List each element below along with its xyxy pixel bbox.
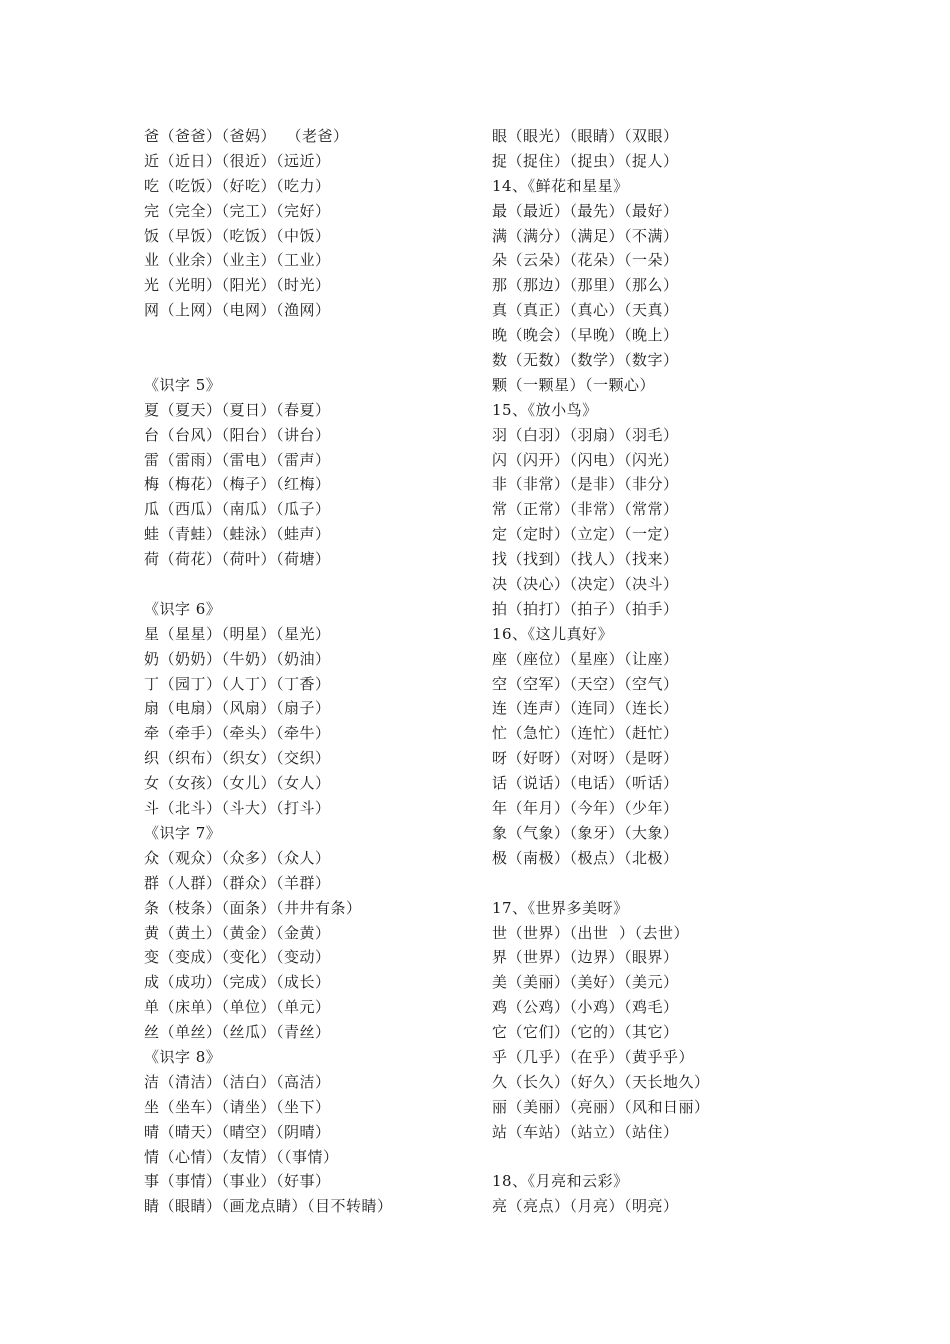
word-entry: 洁（清洁）（洁白）（高洁）: [144, 1072, 331, 1091]
lesson-heading: 《识字 7》: [144, 823, 222, 842]
word-entry: 晚（晚会）（早晚）（晚上）: [492, 326, 679, 345]
lesson-heading: 《识字 8》: [144, 1047, 222, 1066]
word-entry: 丝（单丝）（丝瓜）（青丝）: [144, 1023, 331, 1042]
word-entry: 斗（北斗）（斗大）（打斗）: [144, 799, 331, 818]
word-entry: 久（长久）（好久）（天长地久）: [492, 1072, 710, 1091]
word-entry: 爸（爸爸）（爸妈） （老爸）: [144, 127, 349, 145]
lesson-heading: 15、《放小鸟》: [492, 400, 598, 419]
word-entry: 亮（亮点）（月亮）（明亮）: [492, 1197, 679, 1216]
word-entry: 世（世界）（出世 ）（去世）: [492, 923, 690, 942]
word-entry: 条（枝条）（面条）（井井有条）: [144, 898, 362, 917]
word-entry: 象（气象）（象牙）（大象）: [492, 823, 679, 842]
word-entry: 台（台风）（阳台）（讲台）: [144, 425, 331, 444]
word-entry: 众（观众）（众多）（众人）: [144, 848, 331, 867]
word-entry: 女（女孩）（女儿）（女人）: [144, 774, 331, 793]
word-entry: 乎（几乎）（在乎）（黄乎乎）: [492, 1047, 695, 1066]
word-entry: 连（连声）（连同）（连长）: [492, 699, 679, 718]
lesson-heading: 18、《月亮和云彩》: [492, 1172, 629, 1191]
word-entry: 它（它们）（它的）（其它）: [492, 1023, 679, 1042]
word-entry: 饭（早饭）（吃饭）（中饭）: [144, 226, 331, 245]
word-entry: 捉（捉住）（捉虫）（捉人）: [492, 151, 679, 170]
word-entry: 呀（好呀）（对呀）（是呀）: [492, 749, 679, 768]
word-entry: 决（决心）（决定）（决斗）: [492, 575, 679, 594]
word-entry: 话（说话）（电话）（听话）: [492, 774, 679, 793]
word-entry: 极（南极）（极点）（北极）: [492, 848, 679, 867]
lesson-heading: 14、《鲜花和星星》: [492, 176, 629, 195]
word-entry: 羽（白羽）（羽扇）（羽毛）: [492, 425, 679, 444]
word-entry: 雷（雷雨）（雷电）（雷声）: [144, 450, 331, 469]
word-entry: 事（事情）（事业）（好事）: [144, 1172, 331, 1191]
word-entry: 定（定时）（立定）（一定）: [492, 525, 679, 544]
word-entry: 那（那边）（那里）（那么）: [492, 276, 679, 295]
lesson-heading: 17、《世界多美呀》: [492, 898, 629, 917]
word-entry: 拍（拍打）（拍子）（拍手）: [492, 599, 679, 618]
word-entry: 空（空军）（天空）（空气）: [492, 674, 679, 693]
word-entry: 睛（眼睛）（画龙点睛）（目不转睛）: [144, 1197, 393, 1216]
word-entry: 数（无数）（数学）（数字）: [492, 351, 679, 370]
word-entry: 真（真正）（真心）（天真）: [492, 301, 679, 320]
word-entry: 忙（急忙）（连忙）（赶忙）: [492, 724, 679, 743]
word-entry: 坐（坐车）（请坐）（坐下）: [144, 1097, 331, 1116]
word-entry: 美（美丽）（美好）（美元）: [492, 973, 679, 992]
blank-line: [144, 348, 474, 373]
word-entry: 蛙（青蛙）（蛙泳）（蛙声）: [144, 525, 331, 544]
word-entry: 朵（云朵）（花朵）（一朵）: [492, 251, 679, 270]
word-entry: 最（最近）（最先）（最好）: [492, 201, 679, 220]
word-entry: 眼（眼光）（眼睛）（双眼）: [492, 127, 679, 145]
word-entry: 梅（梅花）（梅子）（红梅）: [144, 475, 331, 494]
word-entry: 完（完全）（完工）（完好）: [144, 201, 331, 220]
word-entry: 满（满分）（满足）（不满）: [492, 226, 679, 245]
word-entry: 座（座位）（星座）（让座）: [492, 649, 679, 668]
word-entry: 扇（电扇）（风扇）（扇子）: [144, 699, 331, 718]
right-word-column: [492, 124, 822, 1219]
word-entry: 成（成功）（完成）（成长）: [144, 973, 331, 992]
blank-line: [492, 871, 822, 896]
left-word-column: [144, 124, 474, 1219]
word-entry: 年（年月）（今年）（少年）: [492, 799, 679, 818]
blank-line: [144, 572, 474, 597]
word-entry: 丽（美丽）（亮丽）（风和日丽）: [492, 1097, 710, 1116]
word-entry: 鸡（公鸡）（小鸡）（鸡毛）: [492, 998, 679, 1017]
lesson-heading: 16、《这儿真好》: [492, 624, 614, 643]
word-entry: 非（非常）（是非）（非分）: [492, 475, 679, 494]
word-entry: 黄（黄土）（黄金）（金黄）: [144, 923, 331, 942]
word-entry: 近（近日）（很近）（远近）: [144, 151, 331, 170]
word-entry: 荷（荷花）（荷叶）（荷塘）: [144, 550, 331, 569]
word-entry: 常（正常）（非常）（常常）: [492, 500, 679, 519]
word-entry: 闪（闪开）（闪电）（闪光）: [492, 450, 679, 469]
word-entry: 瓜（西瓜）（南瓜）（瓜子）: [144, 500, 331, 519]
word-entry: 单（床单）（单位）（单元）: [144, 998, 331, 1017]
word-entry: 界（世界）（边界）（眼界）: [492, 948, 679, 967]
word-entry: 吃（吃饭）（好吃）（吃力）: [144, 176, 331, 195]
word-entry: 晴（晴天）（晴空）（阴晴）: [144, 1122, 331, 1141]
word-entry: 网（上网）（电网）（渔网）: [144, 301, 331, 320]
blank-line: [492, 1145, 822, 1170]
lesson-heading: 《识字 5》: [144, 375, 222, 394]
word-entry: 变（变成）（变化）（变动）: [144, 948, 331, 967]
word-entry: 星（星星）（明星）（星光）: [144, 624, 331, 643]
word-entry: 颗（一颗星）（一颗心）: [492, 375, 656, 394]
word-entry: 奶（奶奶）（牛奶）（奶油）: [144, 649, 331, 668]
word-entry: 织（织布）（织女）（交织）: [144, 749, 331, 768]
word-entry: 丁（园丁）（人丁）（丁香）: [144, 674, 331, 693]
word-entry: 牵（牵手）（牵头）（牵牛）: [144, 724, 331, 743]
lesson-heading: 《识字 6》: [144, 599, 222, 618]
word-entry: 情（心情）（友情）（（事情）: [144, 1147, 339, 1166]
word-entry: 群（人群）（群众）（羊群）: [144, 873, 331, 892]
word-entry: 找（找到）（找人）（找来）: [492, 550, 679, 569]
word-entry: 光（光明）（阳光）（时光）: [144, 276, 331, 295]
word-entry: 夏（夏天）（夏日）（春夏）: [144, 400, 331, 419]
word-entry: 站（车站）（站立）（站住）: [492, 1122, 679, 1141]
blank-line: [144, 323, 474, 348]
word-entry: 业（业余）（业主）（工业）: [144, 251, 331, 270]
